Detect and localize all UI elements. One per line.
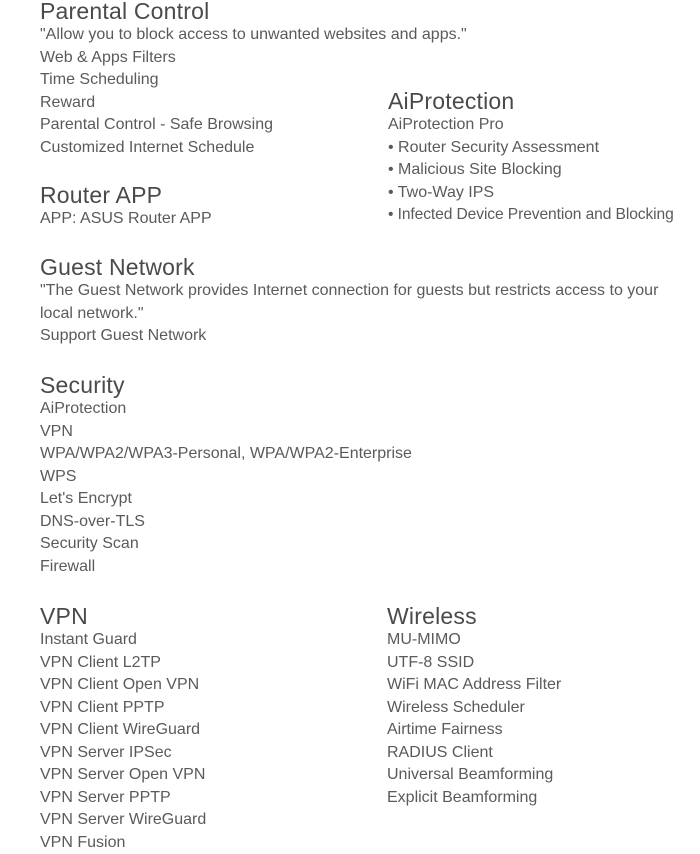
wireless-item: UTF-8 SSID [387,652,687,675]
security-section [40,372,540,578]
security-item: VPN [40,421,540,444]
aiprotection-item: AiProtection Pro [388,114,700,137]
vpn-item: VPN Fusion [40,832,360,854]
router-app-item: APP: ASUS Router APP [40,208,360,231]
aiprotection-item: • Infected Device Prevention and Blocking [388,204,700,227]
aiprotection-item: • Two-Way IPS [388,182,700,205]
guest-network-description: "The Guest Network provides Internet connection for guests but restricts access to your local network." [40,280,665,325]
security-item: Security Scan [40,533,540,556]
aiprotection-item: • Malicious Site Blocking [388,159,700,182]
security-item: AiProtection [40,398,540,421]
wireless-item: RADIUS Client [387,742,687,765]
vpn-heading: VPN [40,603,360,629]
vpn-item: VPN Server PPTP [40,787,360,810]
vpn-section [40,603,360,854]
router-app-section [40,182,360,231]
security-heading: Security [40,372,540,398]
security-item: WPS [40,466,540,489]
aiprotection-item: • Router Security Assessment [388,137,700,160]
parental-control-item: Time Scheduling [40,69,680,92]
parental-control-item: Reward [40,92,680,115]
aiprotection-heading: AiProtection [388,88,700,114]
guest-network-item: Support Guest Network [40,325,670,348]
vpn-item: VPN Server WireGuard [40,809,360,832]
wireless-heading: Wireless [387,603,687,629]
parental-control-heading: Parental Control [40,0,680,24]
security-item: Firewall [40,556,540,579]
security-item: Let's Encrypt [40,488,540,511]
wireless-item: Explicit Beamforming [387,787,687,810]
wireless-item: Airtime Fairness [387,719,687,742]
parental-control-item: Customized Internet Schedule [40,137,680,160]
vpn-item: Instant Guard [40,629,360,652]
guest-network-section [40,254,670,348]
vpn-item: VPN Server IPSec [40,742,360,765]
wireless-item: MU-MIMO [387,629,687,652]
wireless-item: Universal Beamforming [387,764,687,787]
parental-control-description: "Allow you to block access to unwanted websites and apps." [40,24,680,47]
parental-control-item: Web & Apps Filters [40,47,680,70]
aiprotection-section [388,88,700,227]
vpn-item: VPN Client PPTP [40,697,360,720]
vpn-item: VPN Server Open VPN [40,764,360,787]
guest-network-heading: Guest Network [40,254,670,280]
vpn-item: VPN Client WireGuard [40,719,360,742]
vpn-item: VPN Client L2TP [40,652,360,675]
security-item: WPA/WPA2/WPA3-Personal, WPA/WPA2-Enterprise [40,443,540,466]
parental-control-item: Parental Control - Safe Browsing [40,114,680,137]
router-app-heading: Router APP [40,182,360,208]
wireless-item: Wireless Scheduler [387,697,687,720]
vpn-item: VPN Client Open VPN [40,674,360,697]
wireless-item: WiFi MAC Address Filter [387,674,687,697]
wireless-section [387,603,687,809]
security-item: DNS-over-TLS [40,511,540,534]
